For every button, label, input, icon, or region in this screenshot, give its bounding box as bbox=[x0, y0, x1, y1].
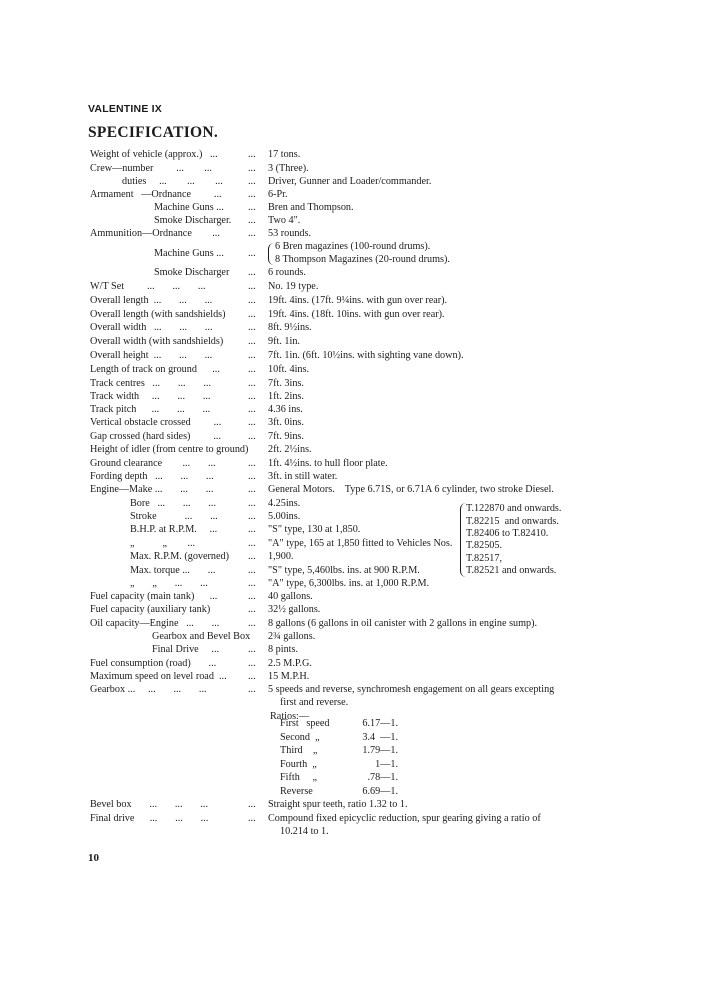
vehicle-number-line: T.122870 and onwards. bbox=[466, 503, 562, 514]
spec-label: Ground clearance ... ... bbox=[90, 458, 216, 469]
ratio-name: Reverse bbox=[280, 786, 313, 797]
leader-dots: ... bbox=[248, 350, 256, 361]
spec-value: 1ft. 4½ins. to hull floor plate. bbox=[268, 458, 388, 469]
spec-value: 6 rounds. bbox=[268, 267, 306, 278]
page-header: VALENTINE IX bbox=[88, 103, 162, 115]
ratio-name: Fourth „ bbox=[280, 759, 317, 770]
spec-value: 15 M.P.H. bbox=[268, 671, 310, 682]
spec-label: Machine Guns ... bbox=[154, 248, 224, 259]
spec-value: 3ft. 0ins. bbox=[268, 417, 304, 428]
ratio-value: 6.69—1. bbox=[362, 786, 398, 797]
spec-value: Ratios:— bbox=[270, 711, 310, 722]
leader-dots: ... bbox=[248, 484, 256, 495]
leader-dots: ... bbox=[248, 176, 256, 187]
spec-label: Ammunition—Ordnance ... bbox=[90, 228, 220, 239]
ratio-name: Second „ bbox=[280, 732, 320, 743]
spec-value: 1ft. 2ins. bbox=[268, 391, 304, 402]
leader-dots: ... bbox=[248, 391, 256, 402]
spec-value: 40 gallons. bbox=[268, 591, 313, 602]
spec-label: Track width ... ... ... bbox=[90, 391, 211, 402]
leader-dots: ... bbox=[248, 267, 256, 278]
spec-value: 10ft. 4ins. bbox=[268, 364, 310, 375]
spec-value: "S" type, 5,460lbs. ins. at 900 R.P.M. bbox=[268, 565, 420, 576]
leader-dots: ... bbox=[248, 538, 256, 549]
ratio-value: 1.79—1. bbox=[362, 745, 398, 756]
spec-value: Compound fixed epicyclic reduction, spur gearing giving a ratio of bbox=[268, 813, 541, 824]
spec-value: Bren and Thompson. bbox=[268, 202, 354, 213]
spec-value: Two 4". bbox=[268, 215, 301, 226]
leader-dots: ... bbox=[248, 671, 256, 682]
spec-value: 6-Pr. bbox=[268, 189, 288, 200]
leader-dots: ... bbox=[248, 295, 256, 306]
ratio-value: .78—1. bbox=[367, 772, 398, 783]
spec-label: Fuel consumption (road) ... bbox=[90, 658, 217, 669]
leader-dots: ... bbox=[248, 202, 256, 213]
spec-label: Gearbox and Bevel Box bbox=[152, 631, 251, 642]
leader-dots: ... bbox=[248, 404, 256, 415]
spec-label: Stroke ... ... bbox=[130, 511, 218, 522]
spec-value: 5.00ins. bbox=[268, 511, 301, 522]
spec-label: W/T Set ... ... ... bbox=[90, 281, 206, 292]
spec-label: Oil capacity—Engine ... ... bbox=[90, 618, 220, 629]
spec-label: Track pitch ... ... ... bbox=[90, 404, 211, 415]
spec-label: Overall height ... ... ... bbox=[90, 350, 213, 361]
spec-label: Fuel capacity (main tank) ... bbox=[90, 591, 218, 602]
spec-value: Straight spur teeth, ratio 1.32 to 1. bbox=[268, 799, 408, 810]
spec-value: 10.214 to 1. bbox=[280, 826, 329, 837]
spec-label: Gearbox ... ... ... ... bbox=[90, 684, 207, 695]
leader-dots: ... bbox=[248, 578, 256, 589]
spec-value: 3ft. in still water. bbox=[268, 471, 338, 482]
spec-label: Weight of vehicle (approx.) ... bbox=[90, 149, 218, 160]
leader-dots: ... bbox=[248, 644, 256, 655]
leader-dots: ... bbox=[248, 431, 256, 442]
spec-value: 2ft. 2½ins. bbox=[268, 444, 312, 455]
vehicle-number-line: T.82215 and onwards. bbox=[466, 516, 559, 527]
page-title: SPECIFICATION. bbox=[88, 124, 219, 141]
ammo-brace bbox=[268, 243, 275, 265]
spec-label: Height of idler (from centre to ground) bbox=[90, 444, 249, 455]
ratio-value: 3.4 —1. bbox=[362, 732, 398, 743]
vehicle-number-line: T.82517, bbox=[466, 553, 503, 564]
spec-label: Machine Guns ... bbox=[154, 202, 224, 213]
spec-label: Bore ... ... ... bbox=[130, 498, 217, 509]
leader-dots: ... bbox=[248, 471, 256, 482]
leader-dots: ... bbox=[248, 248, 256, 259]
ratio-name: Third „ bbox=[280, 745, 318, 756]
spec-label: Track centres ... ... ... bbox=[90, 378, 212, 389]
spec-label: Armament —Ordnance ... bbox=[90, 189, 222, 200]
spec-label: Smoke Discharger bbox=[154, 267, 230, 278]
spec-label: Smoke Discharger. bbox=[154, 215, 232, 226]
leader-dots: ... bbox=[248, 551, 256, 562]
leader-dots: ... bbox=[248, 364, 256, 375]
leader-dots: ... bbox=[248, 228, 256, 239]
spec-value: 2¾ gallons. bbox=[268, 631, 316, 642]
spec-value: 9ft. 1in. bbox=[268, 336, 300, 347]
leader-dots: ... bbox=[248, 511, 256, 522]
spec-label: Final Drive ... bbox=[152, 644, 220, 655]
spec-value: 53 rounds. bbox=[268, 228, 312, 239]
leader-dots: ... bbox=[248, 498, 256, 509]
ratio-name: Fifth „ bbox=[280, 772, 318, 783]
leader-dots: ... bbox=[248, 189, 256, 200]
leader-dots: ... bbox=[248, 799, 256, 810]
spec-value: "A" type, 6,300lbs. ins. at 1,000 R.P.M. bbox=[268, 578, 430, 589]
machine-gun-ammo-line: 6 Bren magazines (100-round drums). bbox=[275, 241, 431, 252]
leader-dots: ... bbox=[248, 281, 256, 292]
spec-label: Engine—Make ... ... ... bbox=[90, 484, 214, 495]
spec-label: Fuel capacity (auxiliary tank) bbox=[90, 604, 211, 615]
spec-label: Bevel box ... ... ... bbox=[90, 799, 208, 810]
spec-label: Crew—number ... ... bbox=[90, 163, 212, 174]
spec-value: "S" type, 130 at 1,850. bbox=[268, 524, 361, 535]
spec-label: Final drive ... ... ... bbox=[90, 813, 209, 824]
leader-dots: ... bbox=[248, 417, 256, 428]
vehicle-number-line: T.82406 to T.82410. bbox=[466, 528, 549, 539]
leader-dots: ... bbox=[248, 618, 256, 629]
leader-dots: ... bbox=[248, 149, 256, 160]
leader-dots: ... bbox=[248, 565, 256, 576]
spec-label: Max. torque ... ... bbox=[130, 565, 216, 576]
spec-value: 19ft. 4ins. (17ft. 9¼ins. with gun over rear). bbox=[268, 295, 448, 306]
spec-label: „ „ ... bbox=[130, 538, 196, 549]
spec-label: Maximum speed on level road ... bbox=[90, 671, 227, 682]
leader-dots: ... bbox=[248, 215, 256, 226]
spec-value: 17 tons. bbox=[268, 149, 301, 160]
spec-value: 7ft. 1in. (6ft. 10½ins. with sighting vane down). bbox=[268, 350, 464, 361]
spec-value: 5 speeds and reverse, synchromesh engagement on all gears excepting bbox=[268, 684, 555, 695]
spec-value: 4.25ins. bbox=[268, 498, 301, 509]
page-number: 10 bbox=[88, 852, 99, 864]
spec-value: 7ft. 3ins. bbox=[268, 378, 304, 389]
vehicle-numbers-brace bbox=[460, 503, 466, 577]
leader-dots: ... bbox=[248, 163, 256, 174]
spec-value: 19ft. 4ins. (18ft. 10ins. with gun over rear). bbox=[268, 309, 445, 320]
spec-value: 8ft. 9½ins. bbox=[268, 322, 312, 333]
spec-value: 32½ gallons. bbox=[268, 604, 321, 615]
leader-dots: ... bbox=[248, 378, 256, 389]
spec-value: 4.36 ins. bbox=[268, 404, 303, 415]
leader-dots: ... bbox=[248, 309, 256, 320]
spec-label: Overall length ... ... ... bbox=[90, 295, 213, 306]
spec-label: Overall width (with sandshields) bbox=[90, 336, 224, 347]
spec-label: Overall width ... ... ... bbox=[90, 322, 213, 333]
vehicle-number-line: T.82505. bbox=[466, 540, 503, 551]
spec-label: Length of track on ground ... bbox=[90, 364, 220, 375]
spec-label: Overall length (with sandshields) bbox=[90, 309, 226, 320]
spec-value: first and reverse. bbox=[280, 697, 349, 708]
ratio-value: 6.17—1. bbox=[362, 718, 398, 729]
spec-label: B.H.P. at R.P.M. ... bbox=[130, 524, 218, 535]
leader-dots: ... bbox=[248, 684, 256, 695]
spec-label: „ „ ... ... bbox=[130, 578, 208, 589]
spec-value: 2.5 M.P.G. bbox=[268, 658, 312, 669]
spec-label: duties ... ... ... bbox=[122, 176, 223, 187]
spec-label: Vertical obstacle crossed ... bbox=[90, 417, 222, 428]
spec-label: Fording depth ... ... ... bbox=[90, 471, 214, 482]
spec-value: Driver, Gunner and Loader/commander. bbox=[268, 176, 432, 187]
leader-dots: ... bbox=[248, 322, 256, 333]
spec-value: No. 19 type. bbox=[268, 281, 319, 292]
leader-dots: ... bbox=[248, 591, 256, 602]
leader-dots: ... bbox=[248, 524, 256, 535]
leader-dots: ... bbox=[248, 658, 256, 669]
spec-value: 8 gallons (6 gallons in oil canister with 2 gallons in engine sump). bbox=[268, 618, 538, 629]
vehicle-number-line: T.82521 and onwards. bbox=[466, 565, 557, 576]
spec-value: 7ft. 9ins. bbox=[268, 431, 304, 442]
spec-label: Gap crossed (hard sides) ... bbox=[90, 431, 221, 442]
spec-label: Max. R.P.M. (governed) bbox=[130, 551, 230, 562]
leader-dots: ... bbox=[248, 813, 256, 824]
spec-value: "A" type, 165 at 1,850 fitted to Vehicles Nos. bbox=[268, 538, 453, 549]
ratio-name: First speed bbox=[280, 718, 330, 729]
spec-value: 1,900. bbox=[268, 551, 294, 562]
leader-dots: ... bbox=[248, 458, 256, 469]
leader-dots: ... bbox=[248, 336, 256, 347]
leader-dots: ... bbox=[248, 604, 256, 615]
ratio-value: 1—1. bbox=[375, 759, 398, 770]
spec-value: General Motors. Type 6.71S, or 6.71A 6 cylinder, two stroke Diesel. bbox=[268, 484, 554, 495]
spec-value: 8 pints. bbox=[268, 644, 299, 655]
machine-gun-ammo-line: 8 Thompson Magazines (20-round drums). bbox=[275, 254, 450, 265]
spec-value: 3 (Three). bbox=[268, 163, 309, 174]
